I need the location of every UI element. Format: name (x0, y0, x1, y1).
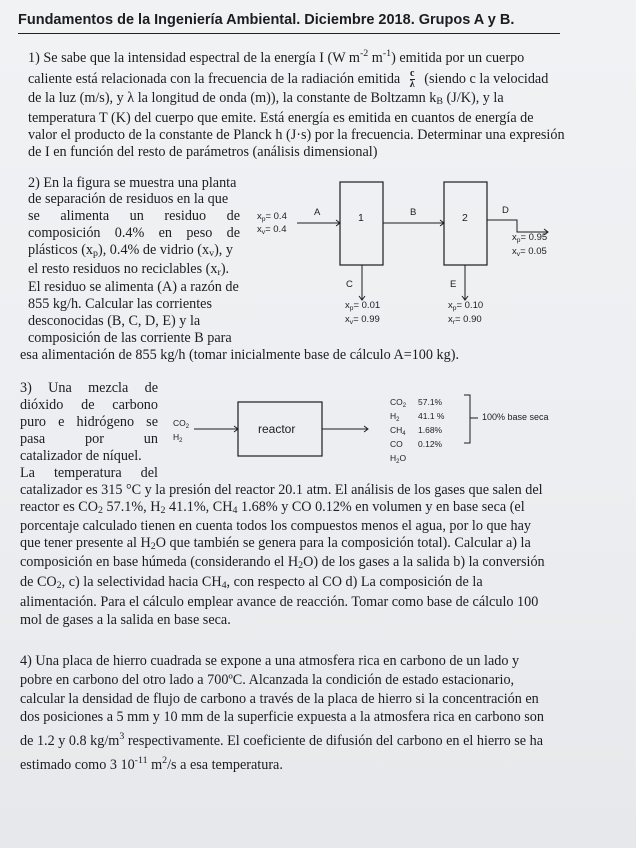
dry-base-bracket (464, 395, 470, 443)
q3-line-5: catalizador de níquel. (20, 448, 142, 464)
q3-line-10: que tener presente al $H_2O$ que también se genera para la composición total). Calcular a) la (20, 535, 531, 552)
stream-b-label: B (410, 207, 417, 218)
c-xv: $x_v= 0.99$ (345, 314, 380, 326)
q2-line-6: el resto residuos no reciclables $(x_r)$. (28, 261, 230, 278)
q3-line-7: catalizador es 315 °C y la presión del reactor 20.1 atm. El análisis de los gases que salen del (20, 482, 543, 498)
out-co-name: CO (390, 439, 403, 449)
q3-line-1: 3) Una mezcla de (20, 380, 158, 396)
unit-1-label: 1 (358, 212, 364, 224)
feed-xv: $x_v= 0.4$ (257, 224, 287, 236)
q1-line-4: temperatura T (K) del cuerpo que emite. Está energía es emitida en cuantos de energía de (28, 110, 534, 126)
stream-d-line (487, 220, 548, 232)
out-ch4-name: $CH_4$ (390, 425, 406, 437)
q2-line-2: de separación de residuos en la que (28, 191, 229, 207)
q3-line-14: mol de gases a la salida en base seca. (20, 612, 231, 628)
q2-line-10: composición de las corriente B para (28, 330, 232, 346)
stream-e-label: E (450, 279, 457, 290)
e-xp: $x_p= 0.10$ (448, 300, 484, 312)
separation-plant-diagram (250, 175, 590, 340)
d-xv: $x_v= 0.05$ (512, 246, 547, 258)
q2-line-7: El residuo se alimenta (A) a razón de (28, 279, 239, 295)
q2-line-4: composición 0.4% en peso de (28, 225, 240, 241)
stream-a-label: A (314, 207, 321, 218)
title-underline (18, 33, 560, 34)
q2-last-line: esa alimentación de 855 kg/h (tomar inicialmente base de cálculo A=100 kg). (20, 347, 460, 363)
q3-line-2: dióxido de carbono (20, 397, 158, 413)
q4-line-5: de 1.2 y 0.8 $kg/m^3$ respectivamente. El coeficiente de difusión del carbono en el hierro se ha (20, 731, 544, 749)
out-co2-name: $CO_2$ (390, 397, 407, 409)
dry-base-label: 100% base seca (482, 412, 549, 422)
reactor-diagram (168, 392, 568, 474)
q3-line-6: La temperatura del (20, 465, 158, 481)
feed-xp: $x_p= 0.4$ (257, 211, 287, 223)
e-xr: $x_r= 0.90$ (448, 314, 482, 326)
q3-line-12: de $CO_2$, c) la selectividad hacia $CH_4$, con respecto al CO d) La composición de la (20, 574, 483, 591)
q4-line-6: estimado como 3 $10^{-11}$ $m^2/s$ a esa temperatura. (20, 755, 283, 773)
q4-line-2: pobre en carbono del otro lado a 700ºC. Alcanzada la condición de estado estacionario, (20, 672, 515, 688)
q3-line-13: alimentación. Para el cálculo emplear avance de reacción. Tomar como base de cálculo 100 (20, 594, 539, 610)
out-h2-value: 41.1 % (418, 411, 445, 421)
out-h2-name: $H_2$ (390, 411, 400, 423)
q1-line-2: caliente está relacionada con la frecuencia de la radiación emitida $\frac{c}{\lambda}$ (siendo c la velocidad (28, 68, 549, 90)
q1-line-5: valor el producto de la constante de Planck h (J·s) por la frecuencia. Determinar una expresión (28, 127, 565, 143)
out-h2o-name: $H_2O$ (390, 453, 407, 465)
d-xp: $x_p= 0.95$ (512, 232, 548, 244)
q3-line-11: composición en base húmeda (considerando el $H_2O$) de los gases a la salida b) la conversión (20, 554, 545, 571)
q1-line-1: 1) Se sabe que la intensidad espectral de la energía I (W $m^{-2}$ $m^{-1}$) emitida por un cuerpo (28, 48, 525, 66)
c-xp: $x_p= 0.01$ (345, 300, 381, 312)
q2-line-5: plásticos $(x_p)$, 0.4% de vidrio $(x_v)$, y (28, 242, 233, 259)
q4-line-1: 4) Una placa de hierro cuadrada se expone a una atmosfera rica en carbono de un lado y (20, 653, 520, 669)
q2-line-9: desconocidas (B, C, D, E) y la (28, 313, 201, 329)
q2-line-3: se alimenta un residuo de (28, 208, 240, 224)
out-ch4-value: 1.68% (418, 425, 443, 435)
c-over-lambda-fraction: $\frac{c}{\lambda}$ (409, 68, 415, 90)
q3-line-9: porcentaje calculado tienen en cuenta todos los compuestos menos el agua, por lo que hay (20, 518, 531, 534)
stream-d-label: D (502, 205, 509, 216)
inlet-co2: $CO_2$ (173, 418, 190, 430)
q1-line-3: de la luz (m/s), y λ la longitud de onda (m)), la constante de Boltzamn $k_B$ (J/K), y la (28, 90, 504, 107)
q2-line-1: 2) En la figura se muestra una planta (28, 175, 237, 191)
q3-line-3: puro e hidrógeno se (20, 414, 158, 430)
stream-c-label: C (346, 279, 353, 290)
diagram-lines (250, 175, 590, 340)
q3-line-8: reactor es $CO_2$ 57.1%, $H_2$ 41.1%, $CH_4$ 1.68% y CO 0.12% en volumen y en base seca (el (20, 499, 525, 516)
page-title: Fundamentos de la Ingeniería Ambiental. Diciembre 2018. Grupos A y B. (18, 12, 515, 28)
reactor-label: reactor (258, 422, 296, 436)
q3-line-4: pasa por un (20, 431, 158, 447)
reactor-diagram-lines (168, 392, 568, 474)
q2-line-8: 855 kg/h. Calcular las corrientes (28, 296, 212, 312)
q4-line-4: dos posiciones a 5 mm y 10 mm de la superficie expuesta a la atmosfera rica en carbono son (20, 709, 544, 725)
q1-line-6: de I en función del resto de parámetros (análisis dimensional) (28, 144, 378, 160)
out-co-value: 0.12% (418, 439, 443, 449)
unit-2-label: 2 (462, 212, 468, 224)
inlet-h2: $H_2$ (173, 432, 183, 444)
out-co2-value: 57.1% (418, 397, 443, 407)
q4-line-3: calcular la densidad de flujo de carbono a través de la placa de hierro si la concentración en (20, 691, 539, 707)
